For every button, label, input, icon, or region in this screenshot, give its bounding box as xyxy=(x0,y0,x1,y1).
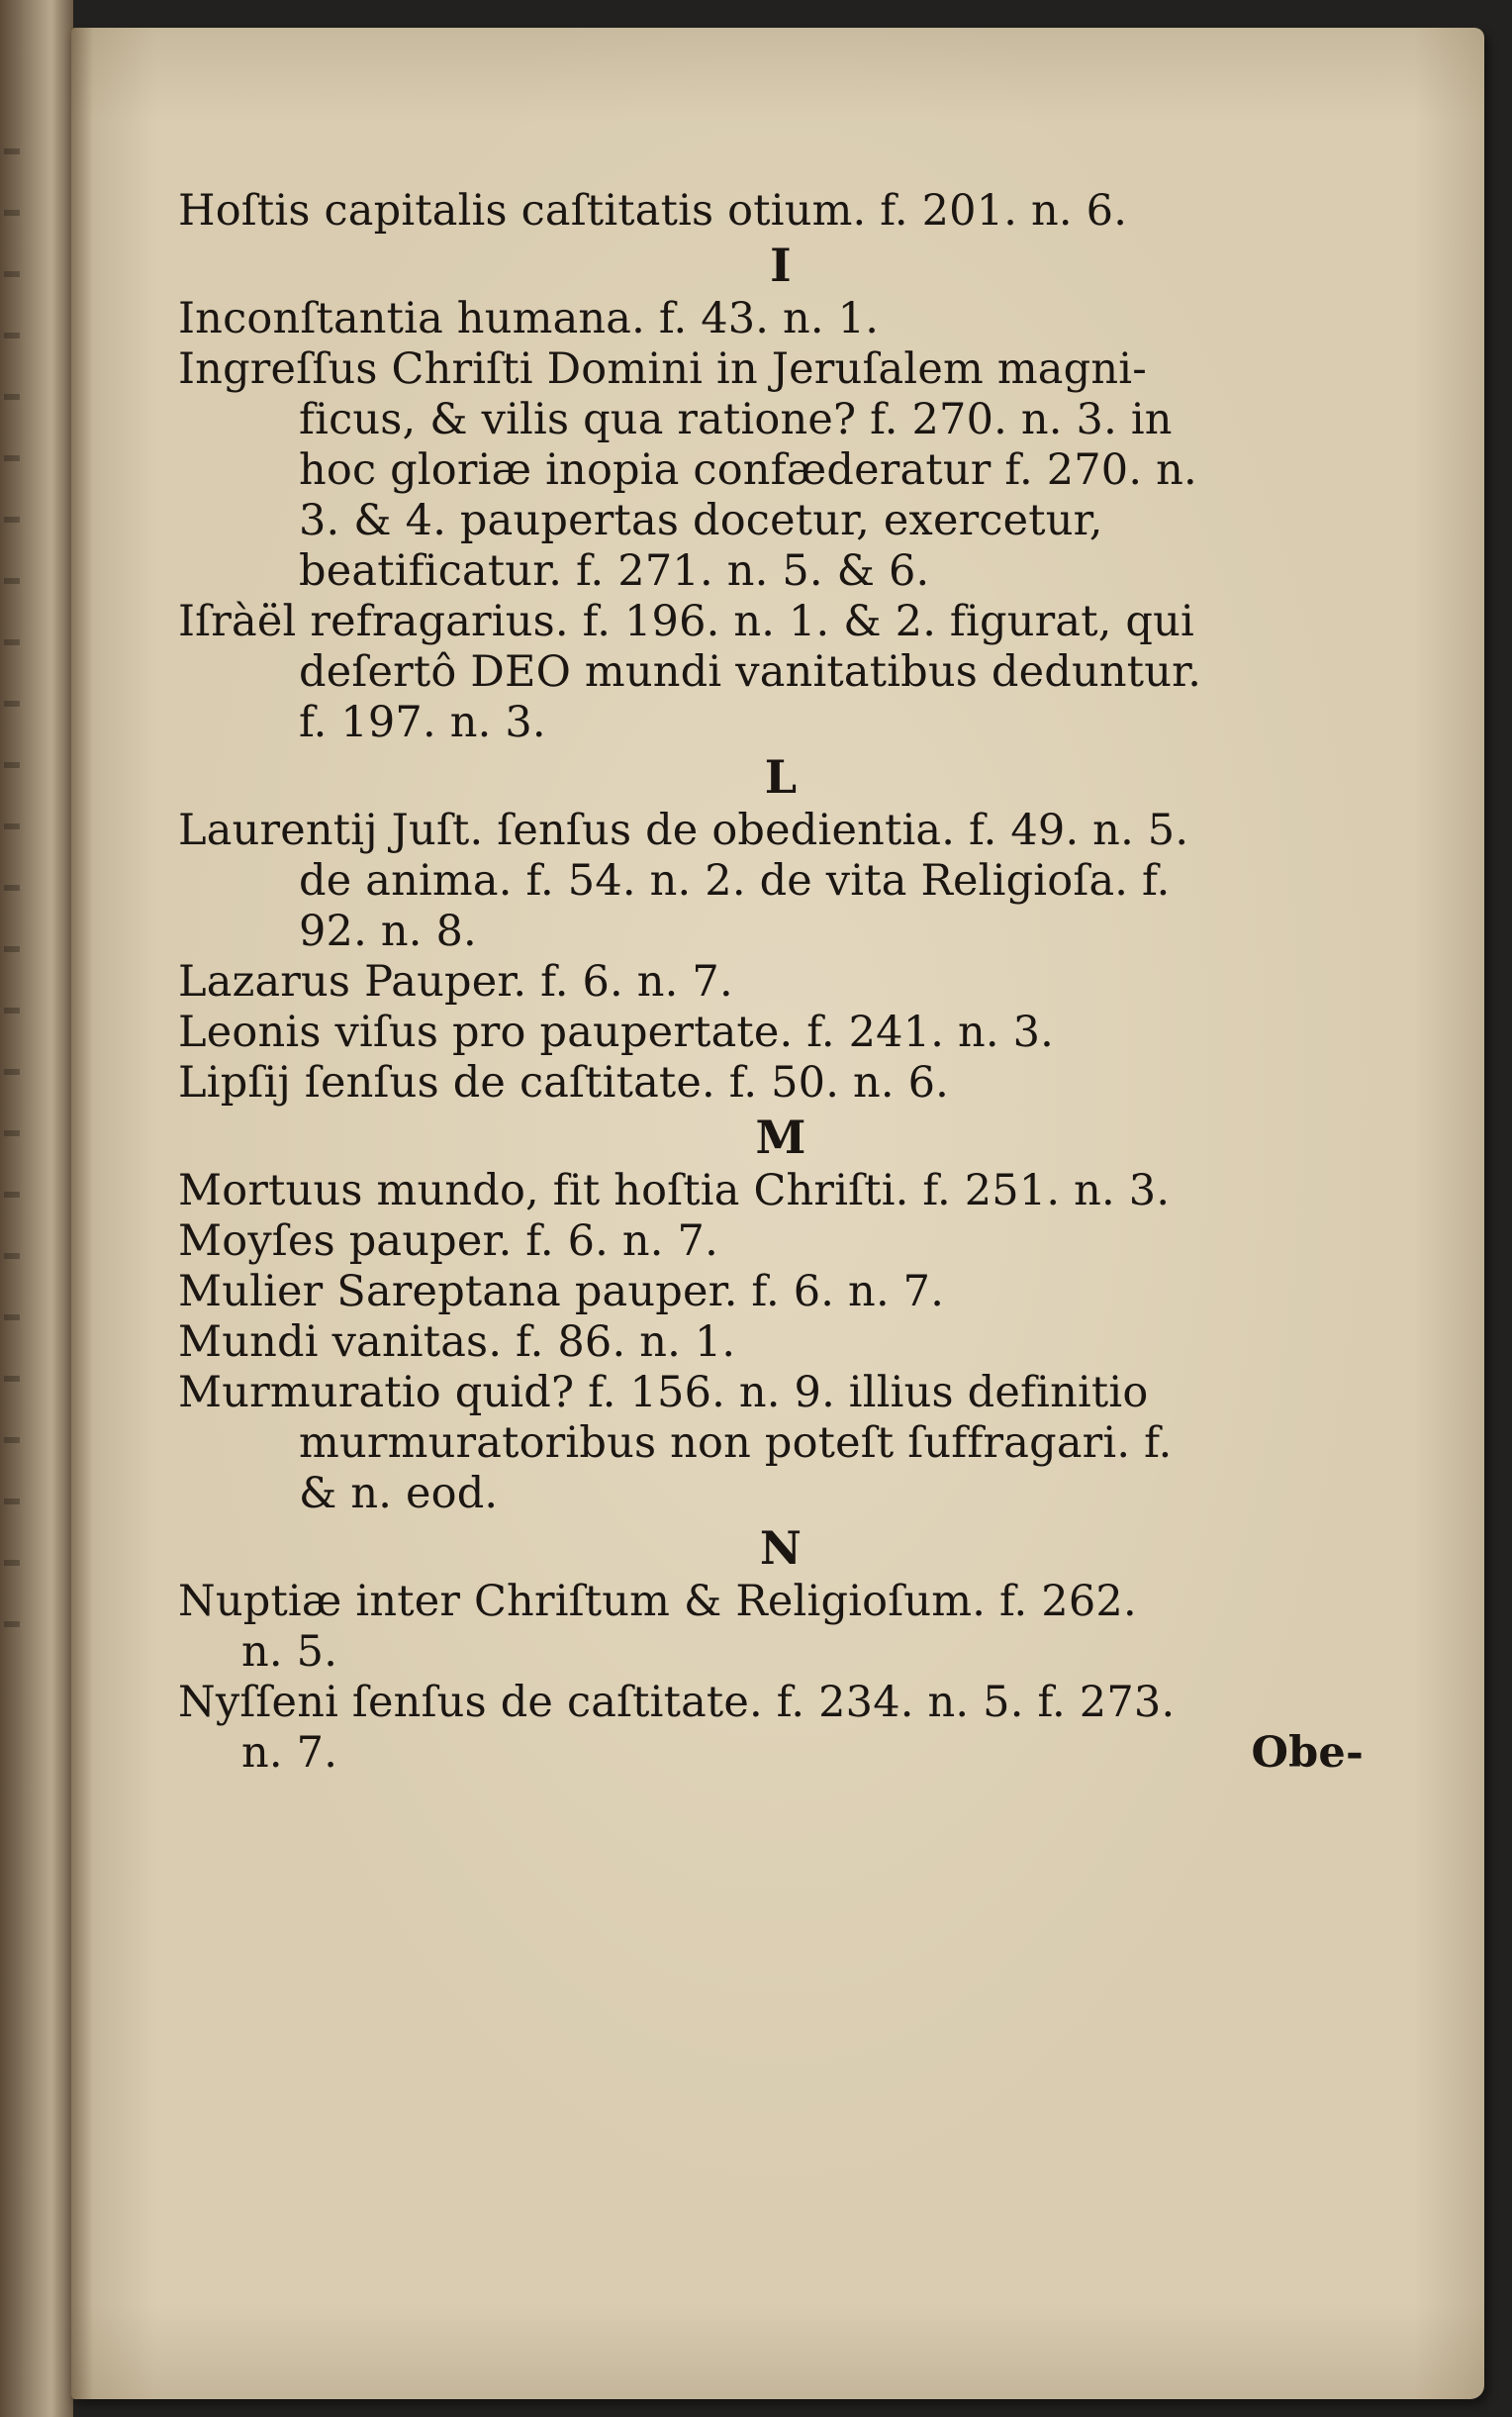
index-entry: Iſràël refragarius. f. 196. n. 1. & 2. figurat, qui xyxy=(178,597,1194,646)
index-entry: Nuptiæ inter Chriſtum & Religioſum. f. 262. xyxy=(178,1577,1137,1626)
index-entry: Mortuus mundo, fit hoſtia Chriſti. f. 251. n. 3. xyxy=(178,1166,1171,1215)
page-gutter-shadow xyxy=(71,28,93,2399)
previous-page-text-marks xyxy=(4,148,20,1633)
section-letter-m: M xyxy=(755,1111,806,1164)
index-entry: Ingreſſus Chriſti Domini in Jeruſalem magni- xyxy=(178,344,1147,394)
index-entry-continuation: & n. eod. xyxy=(299,1469,499,1518)
index-entry: Leonis viſus pro paupertate. f. 241. n. 3. xyxy=(178,1008,1055,1057)
index-entry: Mundi vanitas. f. 86. n. 1. xyxy=(178,1317,736,1367)
index-entry: Lipſij ſenſus de caſtitate. f. 50. n. 6. xyxy=(178,1058,950,1108)
index-entry-continuation: deſertô DEO mundi vanitatibus deduntur. xyxy=(299,647,1202,697)
index-entry-continuation: beatificatur. f. 271. n. 5. & 6. xyxy=(299,546,930,596)
index-entry-continuation: n. 5. xyxy=(241,1627,338,1677)
index-entry: Moyſes pauper. f. 6. n. 7. xyxy=(178,1216,718,1266)
index-entry-continuation: f. 197. n. 3. xyxy=(299,698,546,747)
catchword: Obe- xyxy=(1251,1728,1364,1778)
index-entry-continuation: 92. n. 8. xyxy=(299,907,477,956)
index-entry: Nyſſeni ſenſus de caſtitate. f. 234. n. 5. f. 273. xyxy=(178,1678,1176,1727)
index-text-block xyxy=(178,186,1423,1779)
section-letter-i: I xyxy=(770,239,792,292)
index-entry-continuation: de anima. f. 54. n. 2. de vita Religioſa. f. xyxy=(299,856,1171,906)
index-entry-continuation: murmuratoribus non poteſt ſuffragari. f. xyxy=(299,1418,1173,1468)
section-letter-l: L xyxy=(764,750,798,804)
index-entry: Lazarus Pauper. f. 6. n. 7. xyxy=(178,957,733,1007)
index-entry: Hoſtis capitalis caſtitatis otium. f. 201. n. 6. xyxy=(178,186,1128,236)
index-entry: Inconſtantia humana. f. 43. n. 1. xyxy=(178,294,880,343)
last-line-with-catchword xyxy=(178,1728,1423,1779)
index-entry: Laurentij Juſt. ſenſus de obedientia. f. 49. n. 5. xyxy=(178,806,1189,855)
index-entry-continuation: hoc gloriæ inopia confæderatur f. 270. n. xyxy=(299,445,1197,495)
index-entry: Mulier Sareptana pauper. f. 6. n. 7. xyxy=(178,1267,945,1316)
previous-page-edge xyxy=(0,0,73,2417)
section-letter-n: N xyxy=(759,1521,803,1575)
book-page xyxy=(71,28,1484,2399)
index-entry: Murmuratio quid? f. 156. n. 9. illius definitio xyxy=(178,1368,1149,1417)
index-entry-continuation: 3. & 4. paupertas docetur, exercetur, xyxy=(299,496,1103,545)
index-entry-continuation: n. 7. xyxy=(241,1728,338,1778)
index-entry-continuation: ficus, & vilis qua ratione? f. 270. n. 3. in xyxy=(299,395,1173,444)
